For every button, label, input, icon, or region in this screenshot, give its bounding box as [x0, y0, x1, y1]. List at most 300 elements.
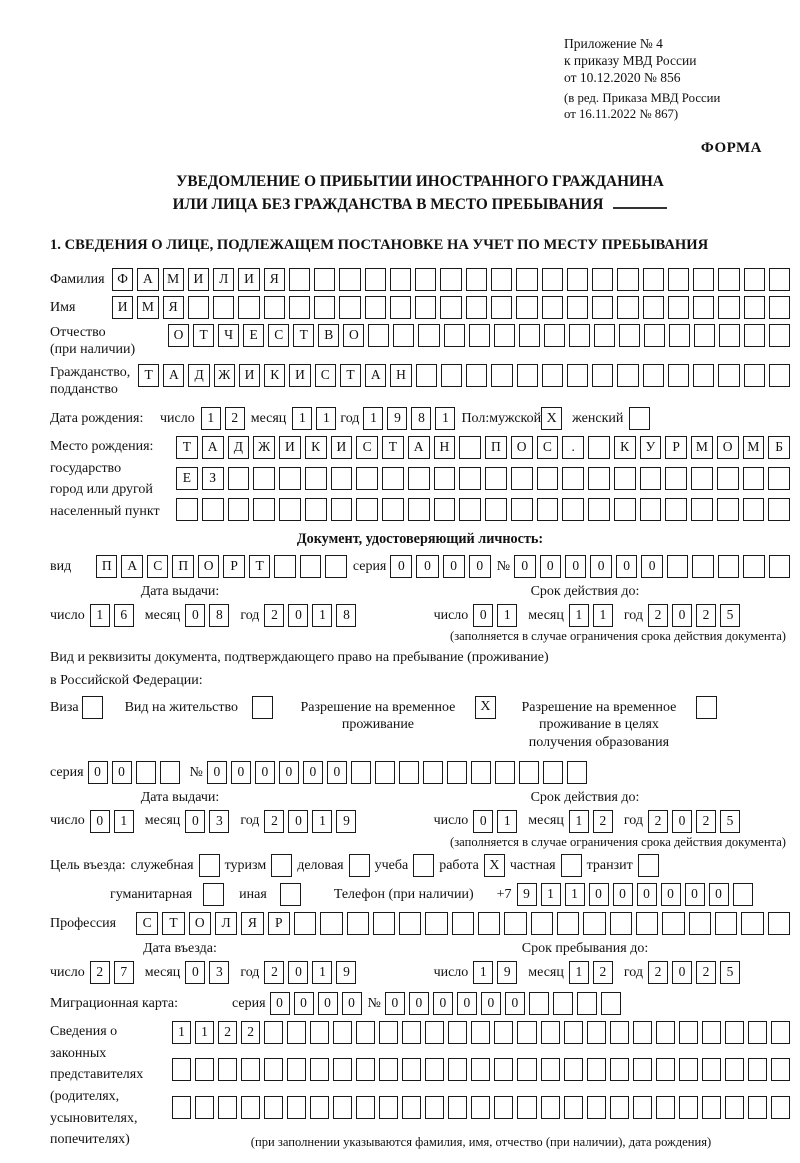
char-cell[interactable]	[517, 1021, 536, 1044]
char-cell[interactable]	[310, 1058, 329, 1081]
char-cell[interactable]: 9	[336, 810, 356, 833]
char-cell[interactable]: Я	[264, 268, 285, 291]
char-cell[interactable]: Е	[176, 467, 198, 490]
char-cell[interactable]: Ж	[214, 364, 235, 387]
char-cell[interactable]	[691, 467, 713, 490]
char-cell[interactable]	[643, 364, 664, 387]
char-cell[interactable]	[725, 1058, 744, 1081]
char-cell[interactable]	[718, 555, 739, 578]
char-cell[interactable]	[656, 1021, 675, 1044]
char-cell[interactable]: 5	[720, 810, 740, 833]
char-cell[interactable]	[531, 912, 553, 935]
char-cell[interactable]	[228, 498, 250, 521]
char-cell[interactable]	[289, 296, 310, 319]
char-cell[interactable]	[564, 1058, 583, 1081]
char-cell[interactable]	[264, 1096, 283, 1119]
char-cell[interactable]: 2	[241, 1021, 260, 1044]
char-cell[interactable]: Д	[188, 364, 209, 387]
char-cell[interactable]	[382, 467, 404, 490]
char-cell[interactable]: М	[137, 296, 158, 319]
char-cell[interactable]: 0	[303, 761, 323, 784]
char-cell[interactable]	[485, 467, 507, 490]
char-cell[interactable]: О	[198, 555, 219, 578]
char-cell[interactable]	[418, 324, 439, 347]
char-cell[interactable]: Р	[223, 555, 244, 578]
char-cell[interactable]	[610, 1058, 629, 1081]
char-cell[interactable]: 0	[90, 810, 110, 833]
char-cell[interactable]	[440, 296, 461, 319]
char-cell[interactable]: 1	[312, 810, 332, 833]
char-cell[interactable]	[294, 912, 316, 935]
char-cell[interactable]	[382, 498, 404, 521]
char-cell[interactable]	[390, 296, 411, 319]
char-cell[interactable]: 1	[292, 407, 312, 430]
char-cell[interactable]	[425, 1058, 444, 1081]
char-cell[interactable]	[351, 761, 371, 784]
char-cell[interactable]	[440, 268, 461, 291]
char-cell[interactable]	[771, 1096, 790, 1119]
char-cell[interactable]	[617, 296, 638, 319]
char-cell[interactable]: 1	[201, 407, 221, 430]
char-cell[interactable]: П	[485, 436, 507, 459]
char-cell[interactable]: 2	[225, 407, 245, 430]
char-cell[interactable]	[459, 467, 481, 490]
char-cell[interactable]: 0	[185, 810, 205, 833]
char-cell[interactable]: Н	[434, 436, 456, 459]
char-cell[interactable]	[416, 364, 437, 387]
char-cell[interactable]: И	[112, 296, 133, 319]
char-cell[interactable]	[448, 1021, 467, 1044]
char-cell[interactable]: И	[188, 268, 209, 291]
char-cell[interactable]: 0	[327, 761, 347, 784]
char-cell[interactable]: 8	[336, 604, 356, 627]
char-cell[interactable]	[702, 1058, 721, 1081]
sex-female-checkbox[interactable]	[629, 407, 650, 430]
char-cell[interactable]	[743, 467, 765, 490]
char-cell[interactable]: И	[238, 268, 259, 291]
char-cell[interactable]	[569, 324, 590, 347]
char-cell[interactable]: 0	[590, 555, 611, 578]
char-cell[interactable]	[517, 364, 538, 387]
char-cell[interactable]	[339, 268, 360, 291]
char-cell[interactable]	[365, 268, 386, 291]
char-cell[interactable]	[543, 761, 563, 784]
char-cell[interactable]: 1	[497, 810, 517, 833]
char-cell[interactable]	[356, 1096, 375, 1119]
char-cell[interactable]	[408, 467, 430, 490]
purpose-other-checkbox[interactable]	[280, 883, 301, 906]
char-cell[interactable]: Л	[215, 912, 237, 935]
char-cell[interactable]	[136, 761, 156, 784]
char-cell[interactable]: 1	[316, 407, 336, 430]
char-cell[interactable]: В	[318, 324, 339, 347]
char-cell[interactable]	[665, 467, 687, 490]
char-cell[interactable]	[702, 1096, 721, 1119]
char-cell[interactable]	[305, 467, 327, 490]
char-cell[interactable]: И	[289, 364, 310, 387]
char-cell[interactable]	[415, 268, 436, 291]
char-cell[interactable]	[679, 1021, 698, 1044]
char-cell[interactable]: О	[511, 436, 533, 459]
char-cell[interactable]: 2	[648, 961, 668, 984]
char-cell[interactable]	[365, 296, 386, 319]
char-cell[interactable]: 1	[565, 883, 585, 906]
char-cell[interactable]: 1	[435, 407, 455, 430]
char-cell[interactable]	[448, 1058, 467, 1081]
char-cell[interactable]	[471, 761, 491, 784]
char-cell[interactable]	[253, 498, 275, 521]
char-cell[interactable]	[541, 1021, 560, 1044]
char-cell[interactable]: 0	[207, 761, 227, 784]
char-cell[interactable]: А	[163, 364, 184, 387]
char-cell[interactable]	[692, 555, 713, 578]
char-cell[interactable]: 0	[685, 883, 705, 906]
char-cell[interactable]	[610, 912, 632, 935]
char-cell[interactable]: О	[189, 912, 211, 935]
char-cell[interactable]: И	[239, 364, 260, 387]
char-cell[interactable]	[542, 364, 563, 387]
char-cell[interactable]	[425, 1096, 444, 1119]
char-cell[interactable]	[287, 1021, 306, 1044]
char-cell[interactable]: Т	[138, 364, 159, 387]
char-cell[interactable]	[529, 992, 549, 1015]
char-cell[interactable]: 0	[185, 961, 205, 984]
char-cell[interactable]	[769, 324, 790, 347]
char-cell[interactable]: М	[163, 268, 184, 291]
char-cell[interactable]	[375, 761, 395, 784]
char-cell[interactable]	[447, 761, 467, 784]
char-cell[interactable]	[390, 268, 411, 291]
char-cell[interactable]	[425, 1021, 444, 1044]
char-cell[interactable]	[588, 467, 610, 490]
char-cell[interactable]: 0	[112, 761, 132, 784]
char-cell[interactable]: 2	[593, 810, 613, 833]
char-cell[interactable]	[423, 761, 443, 784]
char-cell[interactable]: Т	[249, 555, 270, 578]
char-cell[interactable]: Я	[241, 912, 263, 935]
char-cell[interactable]	[771, 1058, 790, 1081]
char-cell[interactable]: 2	[648, 810, 668, 833]
char-cell[interactable]	[644, 324, 665, 347]
purpose-study-checkbox[interactable]	[413, 854, 434, 877]
char-cell[interactable]: Т	[293, 324, 314, 347]
char-cell[interactable]: 9	[336, 961, 356, 984]
char-cell[interactable]	[494, 1096, 513, 1119]
char-cell[interactable]	[694, 324, 715, 347]
char-cell[interactable]	[744, 268, 765, 291]
purpose-business-checkbox[interactable]	[349, 854, 370, 877]
char-cell[interactable]	[314, 268, 335, 291]
char-cell[interactable]: О	[343, 324, 364, 347]
char-cell[interactable]	[279, 467, 301, 490]
char-cell[interactable]	[218, 1096, 237, 1119]
char-cell[interactable]: У	[640, 436, 662, 459]
char-cell[interactable]	[253, 467, 275, 490]
char-cell[interactable]: 2	[90, 961, 110, 984]
char-cell[interactable]: 1	[90, 604, 110, 627]
char-cell[interactable]: 8	[411, 407, 431, 430]
char-cell[interactable]: 9	[497, 961, 517, 984]
char-cell[interactable]: А	[121, 555, 142, 578]
char-cell[interactable]	[643, 296, 664, 319]
char-cell[interactable]	[264, 1058, 283, 1081]
char-cell[interactable]: 1	[569, 810, 589, 833]
char-cell[interactable]: 2	[264, 961, 284, 984]
char-cell[interactable]: 0	[672, 810, 692, 833]
char-cell[interactable]: Б	[768, 436, 790, 459]
char-cell[interactable]	[393, 324, 414, 347]
char-cell[interactable]: Н	[390, 364, 411, 387]
char-cell[interactable]: 2	[593, 961, 613, 984]
char-cell[interactable]	[557, 912, 579, 935]
char-cell[interactable]	[614, 498, 636, 521]
char-cell[interactable]: 0	[279, 761, 299, 784]
char-cell[interactable]	[325, 555, 346, 578]
char-cell[interactable]	[587, 1058, 606, 1081]
char-cell[interactable]	[287, 1096, 306, 1119]
char-cell[interactable]	[466, 268, 487, 291]
char-cell[interactable]	[768, 467, 790, 490]
char-cell[interactable]	[771, 1021, 790, 1044]
char-cell[interactable]	[693, 268, 714, 291]
char-cell[interactable]	[719, 324, 740, 347]
char-cell[interactable]	[537, 498, 559, 521]
char-cell[interactable]	[434, 467, 456, 490]
char-cell[interactable]	[633, 1096, 652, 1119]
char-cell[interactable]	[287, 1058, 306, 1081]
char-cell[interactable]	[331, 467, 353, 490]
option-visa-checkbox[interactable]	[82, 696, 103, 719]
char-cell[interactable]	[643, 268, 664, 291]
char-cell[interactable]	[511, 467, 533, 490]
char-cell[interactable]	[379, 1021, 398, 1044]
char-cell[interactable]	[434, 498, 456, 521]
char-cell[interactable]	[195, 1096, 214, 1119]
char-cell[interactable]	[733, 883, 753, 906]
char-cell[interactable]	[274, 555, 295, 578]
char-cell[interactable]: 3	[209, 961, 229, 984]
char-cell[interactable]: 1	[473, 961, 493, 984]
char-cell[interactable]: 1	[593, 604, 613, 627]
char-cell[interactable]: 1	[312, 604, 332, 627]
option-temporary-residence-education-checkbox[interactable]	[696, 696, 717, 719]
char-cell[interactable]	[379, 1058, 398, 1081]
char-cell[interactable]: 1	[497, 604, 517, 627]
char-cell[interactable]	[717, 498, 739, 521]
char-cell[interactable]	[471, 1058, 490, 1081]
char-cell[interactable]: 0	[473, 810, 493, 833]
char-cell[interactable]: 2	[264, 604, 284, 627]
char-cell[interactable]	[331, 498, 353, 521]
char-cell[interactable]: Р	[665, 436, 687, 459]
char-cell[interactable]	[264, 1021, 283, 1044]
char-cell[interactable]	[471, 1021, 490, 1044]
char-cell[interactable]	[504, 912, 526, 935]
char-cell[interactable]: .	[562, 436, 584, 459]
char-cell[interactable]: З	[202, 467, 224, 490]
purpose-work-checkbox[interactable]: X	[484, 854, 505, 877]
char-cell[interactable]: 0	[185, 604, 205, 627]
char-cell[interactable]	[289, 268, 310, 291]
char-cell[interactable]	[399, 761, 419, 784]
char-cell[interactable]: 0	[433, 992, 453, 1015]
char-cell[interactable]	[188, 296, 209, 319]
char-cell[interactable]: 0	[672, 604, 692, 627]
char-cell[interactable]	[241, 1058, 260, 1081]
char-cell[interactable]	[577, 992, 597, 1015]
char-cell[interactable]: Я	[163, 296, 184, 319]
char-cell[interactable]: Ж	[253, 436, 275, 459]
char-cell[interactable]	[592, 364, 613, 387]
char-cell[interactable]	[516, 296, 537, 319]
char-cell[interactable]	[459, 498, 481, 521]
char-cell[interactable]	[347, 912, 369, 935]
char-cell[interactable]	[176, 498, 198, 521]
char-cell[interactable]	[373, 912, 395, 935]
char-cell[interactable]: 0	[565, 555, 586, 578]
char-cell[interactable]	[633, 1021, 652, 1044]
char-cell[interactable]	[172, 1096, 191, 1119]
char-cell[interactable]: 0	[385, 992, 405, 1015]
char-cell[interactable]	[567, 296, 588, 319]
char-cell[interactable]	[408, 498, 430, 521]
char-cell[interactable]: 0	[616, 555, 637, 578]
char-cell[interactable]	[542, 268, 563, 291]
char-cell[interactable]: 0	[255, 761, 275, 784]
char-cell[interactable]	[491, 268, 512, 291]
char-cell[interactable]	[356, 1021, 375, 1044]
char-cell[interactable]	[356, 498, 378, 521]
char-cell[interactable]	[544, 324, 565, 347]
char-cell[interactable]	[541, 1096, 560, 1119]
char-cell[interactable]: 1	[363, 407, 383, 430]
char-cell[interactable]: 0	[672, 961, 692, 984]
char-cell[interactable]: Ф	[112, 268, 133, 291]
char-cell[interactable]	[693, 296, 714, 319]
char-cell[interactable]: 0	[294, 992, 314, 1015]
char-cell[interactable]: Т	[340, 364, 361, 387]
char-cell[interactable]	[717, 467, 739, 490]
char-cell[interactable]: 1	[569, 961, 589, 984]
char-cell[interactable]: 0	[270, 992, 290, 1015]
char-cell[interactable]	[459, 436, 481, 459]
char-cell[interactable]: 2	[696, 810, 716, 833]
char-cell[interactable]	[640, 498, 662, 521]
char-cell[interactable]	[656, 1058, 675, 1081]
char-cell[interactable]: М	[743, 436, 765, 459]
char-cell[interactable]	[305, 498, 327, 521]
char-cell[interactable]: 0	[481, 992, 501, 1015]
char-cell[interactable]: К	[264, 364, 285, 387]
char-cell[interactable]	[588, 498, 610, 521]
char-cell[interactable]: А	[202, 436, 224, 459]
char-cell[interactable]	[195, 1058, 214, 1081]
char-cell[interactable]	[748, 1058, 767, 1081]
char-cell[interactable]	[471, 1096, 490, 1119]
char-cell[interactable]	[202, 498, 224, 521]
char-cell[interactable]	[718, 268, 739, 291]
char-cell[interactable]	[748, 1096, 767, 1119]
char-cell[interactable]: С	[268, 324, 289, 347]
char-cell[interactable]	[665, 498, 687, 521]
char-cell[interactable]: С	[136, 912, 158, 935]
char-cell[interactable]: 6	[114, 604, 134, 627]
char-cell[interactable]: 0	[231, 761, 251, 784]
char-cell[interactable]: А	[365, 364, 386, 387]
char-cell[interactable]	[553, 992, 573, 1015]
char-cell[interactable]	[399, 912, 421, 935]
char-cell[interactable]: 0	[505, 992, 525, 1015]
char-cell[interactable]: 0	[390, 555, 412, 578]
char-cell[interactable]	[172, 1058, 191, 1081]
char-cell[interactable]: И	[331, 436, 353, 459]
char-cell[interactable]: М	[691, 436, 713, 459]
char-cell[interactable]	[741, 912, 763, 935]
char-cell[interactable]: С	[537, 436, 559, 459]
char-cell[interactable]	[725, 1096, 744, 1119]
char-cell[interactable]	[769, 268, 790, 291]
char-cell[interactable]: 9	[387, 407, 407, 430]
char-cell[interactable]: Т	[382, 436, 404, 459]
char-cell[interactable]: 0	[589, 883, 609, 906]
char-cell[interactable]: 2	[648, 604, 668, 627]
char-cell[interactable]: П	[172, 555, 193, 578]
char-cell[interactable]: 1	[569, 604, 589, 627]
char-cell[interactable]	[702, 1021, 721, 1044]
char-cell[interactable]: 7	[114, 961, 134, 984]
char-cell[interactable]: 1	[114, 810, 134, 833]
char-cell[interactable]	[662, 912, 684, 935]
char-cell[interactable]	[583, 912, 605, 935]
char-cell[interactable]: 5	[720, 961, 740, 984]
char-cell[interactable]	[485, 498, 507, 521]
char-cell[interactable]	[592, 296, 613, 319]
char-cell[interactable]	[469, 324, 490, 347]
char-cell[interactable]	[478, 912, 500, 935]
char-cell[interactable]	[368, 324, 389, 347]
char-cell[interactable]	[567, 761, 587, 784]
char-cell[interactable]: 0	[88, 761, 108, 784]
char-cell[interactable]	[567, 364, 588, 387]
char-cell[interactable]: Т	[193, 324, 214, 347]
char-cell[interactable]	[668, 364, 689, 387]
char-cell[interactable]	[769, 364, 790, 387]
char-cell[interactable]: 0	[709, 883, 729, 906]
char-cell[interactable]	[668, 268, 689, 291]
char-cell[interactable]	[656, 1096, 675, 1119]
char-cell[interactable]: О	[168, 324, 189, 347]
char-cell[interactable]	[768, 498, 790, 521]
char-cell[interactable]	[491, 364, 512, 387]
char-cell[interactable]: 0	[457, 992, 477, 1015]
char-cell[interactable]	[748, 1021, 767, 1044]
char-cell[interactable]: 1	[312, 961, 332, 984]
char-cell[interactable]	[218, 1058, 237, 1081]
char-cell[interactable]	[356, 1058, 375, 1081]
char-cell[interactable]	[601, 992, 621, 1015]
char-cell[interactable]	[744, 296, 765, 319]
char-cell[interactable]: 0	[469, 555, 491, 578]
char-cell[interactable]: 0	[342, 992, 362, 1015]
char-cell[interactable]	[494, 324, 515, 347]
char-cell[interactable]: 0	[416, 555, 438, 578]
char-cell[interactable]	[668, 296, 689, 319]
char-cell[interactable]	[562, 467, 584, 490]
char-cell[interactable]	[667, 555, 688, 578]
char-cell[interactable]	[519, 324, 540, 347]
char-cell[interactable]	[743, 555, 764, 578]
char-cell[interactable]	[718, 296, 739, 319]
